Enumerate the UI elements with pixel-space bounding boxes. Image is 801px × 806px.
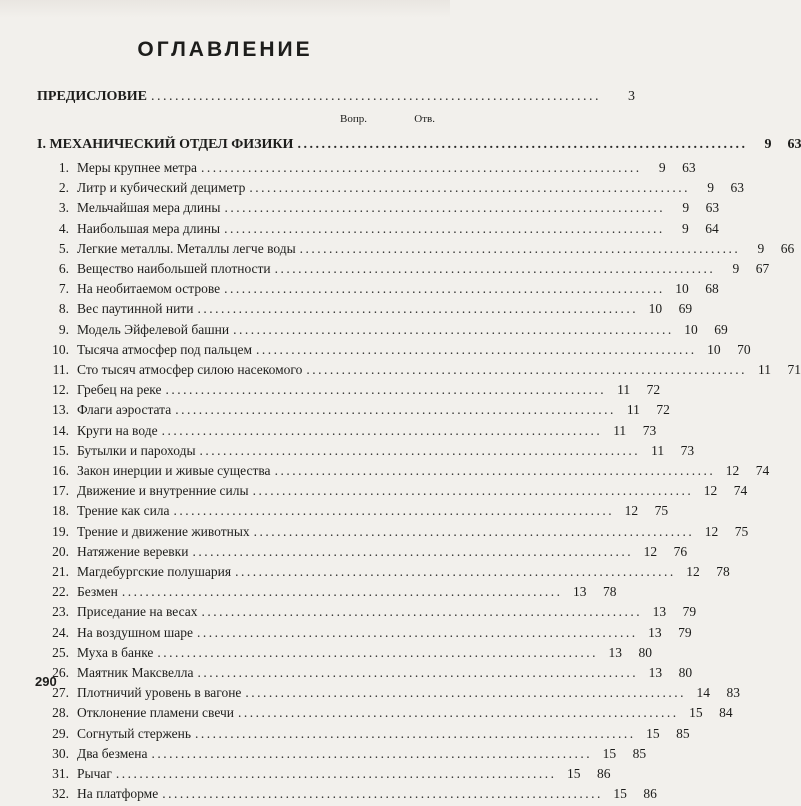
entry-answer-page: 85 [632, 745, 647, 761]
entry-title: Маятник Максвелла [77, 665, 194, 680]
leader-dots: ........................................................................... [195, 725, 636, 741]
entry-question-page: 13 [648, 624, 662, 640]
entry-answer-page: 84 [719, 705, 733, 721]
entry-answer-page: 64 [705, 220, 719, 236]
entry-answer-page: 69 [714, 321, 728, 337]
toc-entry[interactable] [37, 725, 690, 746]
entry-answer-page: 73 [680, 442, 695, 458]
leader-dots: ........................................................................... [253, 523, 695, 539]
entry-question-page: 13 [648, 665, 663, 680]
toc-entry[interactable] [37, 240, 795, 261]
entry-answer-page: 72 [656, 402, 670, 418]
entry-title: Наибольшая мера длины [77, 220, 221, 236]
entry-question-page: 11 [651, 442, 665, 458]
entry-title: Приседание на весах [77, 604, 198, 620]
entry-title: Плотничий уровень в вагоне [77, 685, 242, 701]
leader-dots: ........................................................................... [162, 786, 603, 802]
toc-entry[interactable] [37, 624, 692, 645]
entry-title: Модель Эйфелевой башни [77, 321, 230, 337]
toc-preface[interactable] [37, 89, 635, 109]
toc-entry[interactable] [37, 321, 728, 342]
leader-dots: ........................................................................... [165, 382, 607, 398]
entry-question-page: 10 [675, 281, 689, 297]
entry-answer-page: 66 [780, 240, 795, 256]
entry-title: Легкие металлы. Металлы легче воды [77, 240, 296, 256]
entry-title: Тысяча атмосфер под пальцем [77, 341, 253, 357]
entry-title: Отклонение пламени свечи [77, 705, 234, 721]
entry-title: На необитаемом острове [77, 281, 221, 297]
entry-question-page: 13 [652, 604, 667, 620]
entry-answer-page: 85 [676, 725, 690, 741]
entry-answer-page: 75 [734, 523, 749, 539]
leader-dots: ........................................................................... [256, 341, 697, 357]
leader-dots: ........................................................................... [192, 543, 634, 559]
entry-answer-page: 67 [755, 261, 770, 276]
entry-title: На воздушном шаре [77, 624, 194, 640]
entry-question-page: 12 [643, 543, 658, 559]
page-number: 290 [35, 674, 57, 689]
entry-title: Согнутый стержень [77, 725, 191, 741]
leader-dots: ........................................................................... [151, 745, 593, 761]
entry-question-page: 12 [624, 503, 639, 519]
leader-dots: ........................................................................... [235, 564, 676, 579]
section-question-page: 9 [764, 137, 772, 152]
entry-number: 23. [52, 604, 69, 620]
entry-question-page: 15 [567, 766, 581, 781]
leader-dots: ........................................................................... [197, 624, 638, 640]
entry-question-page: 12 [704, 523, 719, 539]
toc-entry[interactable] [37, 543, 688, 564]
entry-title: Флаги аэростата [77, 402, 172, 418]
toc-entry[interactable] [37, 665, 693, 685]
entry-answer-page: 63 [682, 160, 696, 175]
leader-dots: ........................................................................... [224, 220, 665, 236]
entry-question-page: 9 [682, 200, 690, 216]
toc-section[interactable] [37, 137, 801, 157]
entry-title: Круги на воде [77, 422, 158, 438]
entry-title: Мельчайшая мера длины [77, 200, 221, 216]
entry-title: Безмен [77, 584, 118, 600]
entry-title: Закон инерции и живые существа [77, 463, 271, 478]
entry-answer-page: 75 [654, 503, 669, 519]
leader-dots: ........................................................................... [306, 362, 747, 377]
toc-entry[interactable] [37, 604, 697, 624]
leader-dots: ........................................................................... [274, 261, 716, 276]
entry-number: 20. [52, 543, 69, 559]
entry-question-page: 10 [648, 301, 663, 317]
leader-dots: ........................................................................... [197, 665, 639, 680]
toc-entry[interactable] [37, 220, 719, 241]
toc-entry[interactable] [37, 685, 741, 705]
preface-title: ПРЕДИСЛОВИЕ [37, 89, 147, 104]
leader-dots: ........................................................................... [201, 160, 642, 175]
leader-dots: ........................................................................... [233, 321, 674, 337]
toc-entry[interactable] [37, 523, 749, 544]
entry-answer-page: 69 [678, 301, 693, 317]
entry-title: Трение как сила [77, 503, 170, 519]
entry-question-page: 15 [602, 745, 617, 761]
leader-dots: ........................................................................... [199, 442, 641, 458]
entry-title: Сто тысяч атмосфер силою насекомого [77, 362, 303, 377]
entry-answer-page: 76 [673, 543, 688, 559]
entry-title: Вещество наибольшей плотности [77, 261, 271, 276]
toc-entry[interactable] [37, 705, 733, 725]
leader-dots: ........................................................................... [274, 463, 716, 478]
entry-question-page: 9 [707, 180, 714, 196]
entry-answer-page: 74 [755, 463, 770, 478]
entry-answer-page: 80 [638, 644, 653, 660]
entry-number: 29. [52, 725, 69, 741]
column-headers [340, 113, 435, 125]
entry-number: 6. [58, 261, 69, 276]
entry-number: 4. [58, 220, 69, 236]
toc-entry[interactable] [37, 301, 693, 321]
leader-dots: ........................................................................... [197, 301, 639, 317]
toc-entry[interactable] [37, 483, 748, 503]
toc-entry[interactable] [37, 362, 801, 382]
entry-title: Меры крупнее метра [77, 160, 198, 175]
entry-question-page: 9 [681, 220, 689, 236]
toc-entry[interactable] [37, 644, 653, 665]
leader-dots: ........................................................................... [161, 422, 603, 438]
leader-dots: ........................................................................... [121, 584, 563, 600]
entry-number: 2. [58, 180, 69, 196]
toc-entry[interactable] [37, 402, 670, 422]
entry-number: 3. [58, 200, 69, 216]
toc-entry[interactable] [37, 503, 669, 523]
entry-number: 22. [52, 584, 69, 600]
toc-entry[interactable] [37, 160, 696, 180]
entry-title: Литр и кубический дециметр [77, 180, 246, 196]
leader-dots: ........................................................................... [173, 503, 615, 519]
entry-answer-page: 78 [602, 584, 617, 600]
entry-number: 16. [52, 463, 69, 478]
entry-title: Муха в банке [77, 644, 154, 660]
entry-question-page: 13 [608, 644, 623, 660]
entry-title: Магдебургские полушария [77, 564, 232, 579]
entry-number: 31. [52, 766, 69, 781]
entry-answer-page: 83 [726, 685, 741, 701]
entry-title: Вес паутинной нити [77, 301, 194, 317]
entry-question-page: 12 [686, 564, 700, 579]
entry-answer-page: 74 [733, 483, 748, 499]
leader-dots: ........................................................................... [245, 685, 687, 701]
entry-question-page: 9 [732, 261, 740, 276]
entry-question-page: 11 [757, 362, 771, 377]
entry-question-page: 15 [613, 786, 627, 802]
leader-dots: ........................................................................... [249, 180, 690, 196]
entry-answer-page: 86 [643, 786, 657, 802]
entry-answer-page: 73 [642, 422, 657, 438]
entry-question-page: 11 [613, 422, 627, 438]
entry-number: 28. [52, 705, 69, 721]
entry-number: 17. [52, 483, 69, 499]
entry-title: Рычаг [77, 766, 112, 781]
questions-column-header: Вопр. [340, 113, 367, 125]
entry-number: 9. [58, 321, 69, 337]
answers-column-header: Отв. [414, 113, 435, 125]
entry-title: Гребец на реке [77, 382, 162, 398]
toc-entry[interactable] [37, 463, 770, 483]
entry-question-page: 11 [626, 402, 640, 418]
toc-entry[interactable] [37, 584, 617, 604]
leader-dots: ........................................................................... [115, 766, 557, 781]
entry-number: 8. [58, 301, 69, 317]
entry-number: 7. [58, 281, 69, 297]
entry-question-page: 11 [617, 382, 631, 398]
preface-page: 3 [627, 89, 635, 104]
entry-number: 5. [58, 240, 69, 256]
entry-question-page: 15 [689, 705, 703, 721]
entry-answer-page: 79 [678, 624, 692, 640]
entry-title: Движение и внутренние силы [77, 483, 249, 499]
leader-dots: ........................................................................... [224, 200, 666, 216]
entry-title: Бутылки и пароходы [77, 442, 196, 458]
entry-answer-page: 86 [597, 766, 611, 781]
entry-number: 1. [58, 160, 69, 175]
toc-entry[interactable] [37, 745, 647, 766]
entry-number: 13. [52, 402, 69, 418]
toc-entry[interactable] [37, 180, 744, 200]
entry-question-page: 14 [696, 685, 711, 701]
toc-entry[interactable] [37, 422, 657, 443]
leader-dots: ........................................................................... [150, 89, 601, 104]
entry-title: Два безмена [77, 745, 148, 761]
entry-number: 11. [52, 362, 69, 377]
page-title: ОГЛАВЛЕНИЕ [137, 38, 313, 61]
entry-title: Натяжение веревки [77, 543, 189, 559]
entry-number: 19. [52, 523, 69, 539]
entry-answer-page: 80 [678, 665, 693, 680]
entry-number: 24. [52, 624, 69, 640]
entry-number: 26. [52, 665, 69, 680]
entry-number: 27. [52, 685, 69, 701]
toc-entry[interactable] [37, 341, 751, 362]
entry-question-page: 9 [658, 160, 666, 175]
toc-entry[interactable] [37, 786, 657, 806]
entry-answer-page: 63 [730, 180, 744, 196]
toc-entry[interactable] [37, 261, 770, 281]
entry-number: 25. [52, 644, 69, 660]
entry-title: На платформе [77, 786, 159, 802]
entry-question-page: 10 [707, 341, 721, 357]
section-answer-page: 63 [787, 137, 801, 152]
toc-entry[interactable] [37, 766, 611, 786]
leader-dots: ........................................................................... [252, 483, 694, 499]
entry-question-page: 12 [703, 483, 718, 499]
entry-number: 32. [52, 786, 69, 802]
toc-entry[interactable] [37, 442, 695, 463]
toc-entry[interactable] [37, 382, 661, 402]
toc-entry[interactable] [37, 281, 719, 301]
leader-dots: ........................................................................... [224, 281, 665, 297]
entry-number: 21. [52, 564, 69, 579]
entry-answer-page: 79 [682, 604, 697, 620]
entry-answer-page: 72 [646, 382, 661, 398]
entry-question-page: 9 [757, 240, 765, 256]
leader-dots: ........................................................................... [299, 240, 741, 256]
entry-question-page: 15 [646, 725, 660, 741]
leader-dots: ........................................................................... [157, 644, 599, 660]
entry-number: 15. [52, 442, 69, 458]
leader-dots: ........................................................................... [297, 137, 748, 152]
section-title: I. МЕХАНИЧЕСКИЙ ОТДЕЛ ФИЗИКИ [37, 137, 294, 152]
entry-title: Трение и движение животных [77, 523, 250, 539]
entry-number: 30. [52, 745, 69, 761]
entry-answer-page: 70 [737, 341, 751, 357]
entry-number: 14. [52, 422, 69, 438]
entry-question-page: 12 [725, 463, 740, 478]
leader-dots: ........................................................................... [201, 604, 643, 620]
leader-dots: ........................................................................... [175, 402, 616, 418]
entry-answer-page: 71 [787, 362, 801, 377]
entry-answer-page: 68 [705, 281, 719, 297]
entry-number: 10. [52, 341, 69, 357]
previous-page-bleed [0, 0, 450, 18]
entry-question-page: 13 [572, 584, 587, 600]
toc-entry[interactable] [37, 200, 720, 220]
toc-entry[interactable] [37, 564, 730, 584]
entry-question-page: 10 [684, 321, 698, 337]
entry-number: 12. [52, 382, 69, 398]
leader-dots: ........................................................................... [238, 705, 679, 721]
entry-answer-page: 63 [705, 200, 720, 216]
entry-answer-page: 78 [716, 564, 730, 579]
entry-number: 18. [52, 503, 69, 519]
